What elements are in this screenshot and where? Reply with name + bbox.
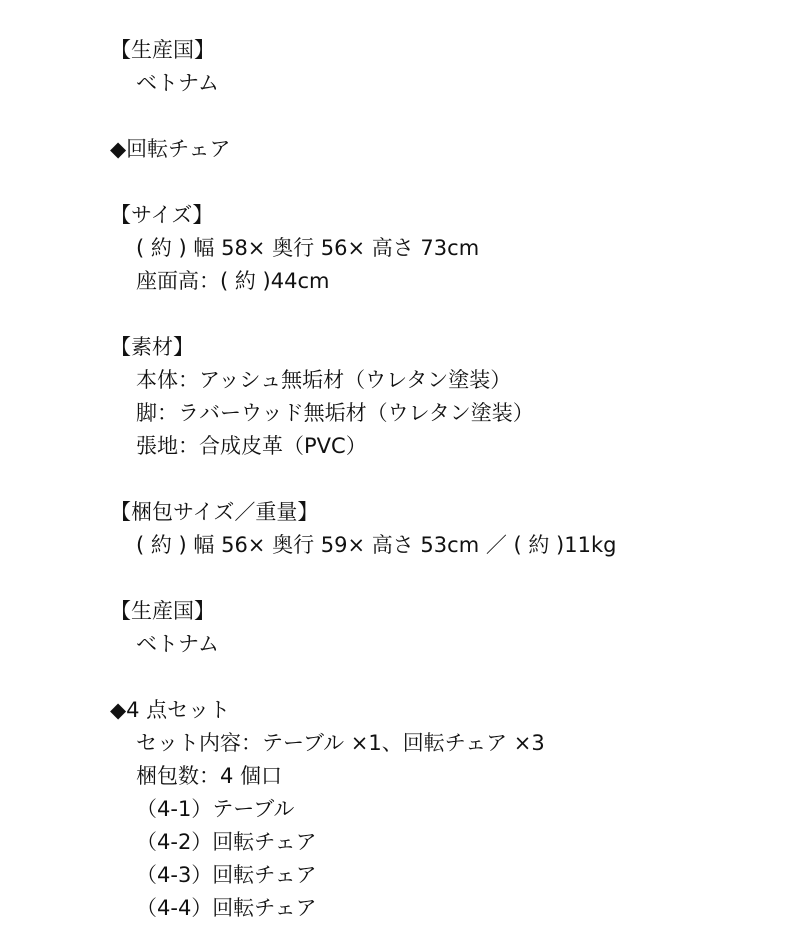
- material-upholstery: 張地：合成皮革（PVC）: [136, 434, 367, 458]
- spacer: [110, 166, 780, 199]
- spacer: [110, 562, 780, 595]
- package-count: 梱包数：4 個口: [136, 764, 283, 788]
- material-legs: 脚：ラバーウッド無垢材（ウレタン塗装）: [136, 401, 534, 425]
- package-item-3: （4-3）回転チェア: [136, 863, 317, 887]
- origin-value-2: ベトナム: [136, 632, 219, 656]
- size-dimensions: ( 約 ) 幅 58× 奥行 56× 高さ 73cm: [136, 236, 480, 260]
- package-item-2: （4-2）回転チェア: [136, 830, 317, 854]
- spacer: [110, 298, 780, 331]
- set-contents: セット内容：テーブル ×1、回転チェア ×3: [136, 731, 545, 755]
- spacer: [110, 661, 780, 694]
- material-heading: 【素材】: [110, 335, 194, 359]
- material-body: 本体：アッシュ無垢材（ウレタン塗装）: [136, 368, 512, 392]
- set-heading: ◆4 点セット: [110, 698, 231, 722]
- package-item-4: （4-4）回転チェア: [136, 896, 317, 920]
- package-item-1: （4-1）テーブル: [136, 797, 295, 821]
- package-heading: 【梱包サイズ／重量】: [110, 500, 319, 524]
- product-spec-document: [110, 34, 780, 925]
- origin-heading: 【生産国】: [110, 38, 215, 62]
- package-size-weight: ( 約 ) 幅 56× 奥行 59× 高さ 53cm ／ ( 約 )11kg: [136, 533, 617, 557]
- spacer: [110, 100, 780, 133]
- spacer: [110, 463, 780, 496]
- seat-height: 座面高：( 約 )44cm: [136, 269, 330, 293]
- chair-title: ◆回転チェア: [110, 137, 231, 161]
- origin-value: ベトナム: [136, 71, 219, 95]
- size-heading: 【サイズ】: [110, 203, 214, 227]
- origin-heading-2: 【生産国】: [110, 599, 215, 623]
